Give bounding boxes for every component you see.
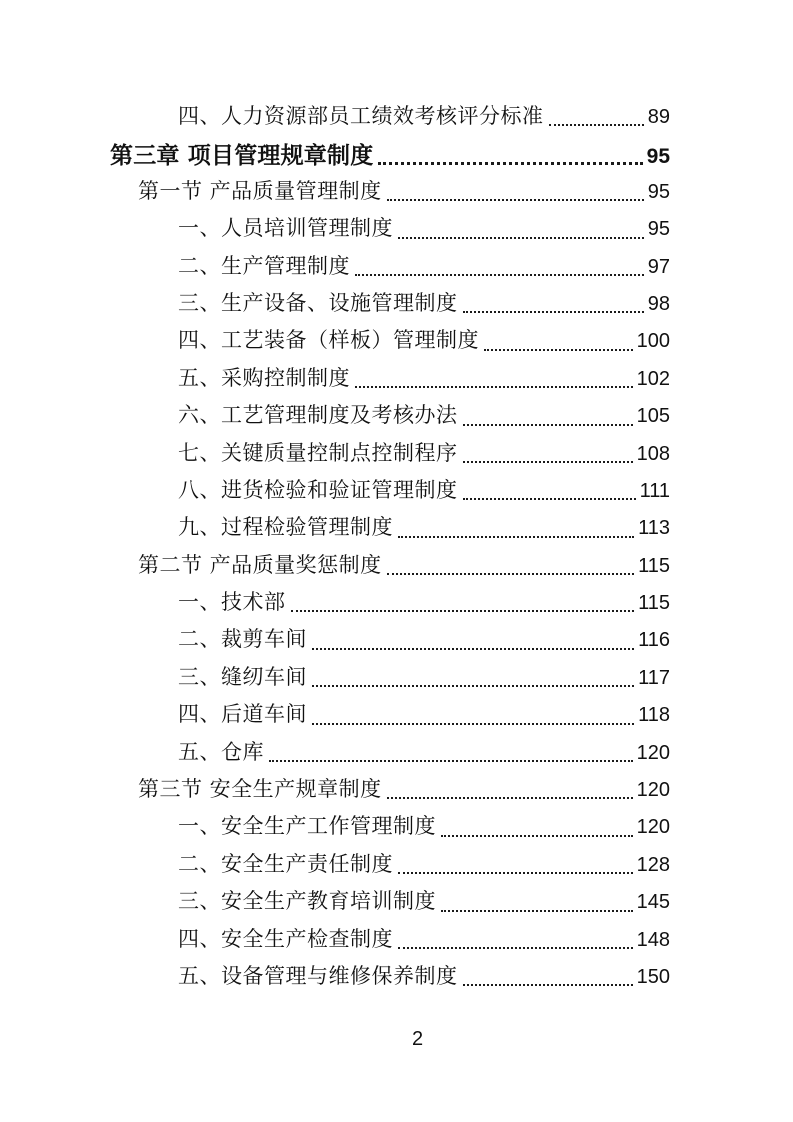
toc-entry-page: 118 bbox=[638, 704, 670, 727]
toc-entry[interactable] bbox=[178, 474, 670, 511]
table-of-contents bbox=[110, 100, 670, 997]
dot-leader bbox=[398, 947, 633, 949]
toc-entry[interactable] bbox=[178, 923, 670, 960]
toc-entry-title: 第二节 产品质量奖惩制度 bbox=[138, 552, 382, 577]
toc-entry-page: 115 bbox=[638, 554, 670, 577]
toc-entry-page: 108 bbox=[636, 442, 670, 465]
toc-entry-title: 三、缝纫车间 bbox=[178, 664, 307, 689]
dot-leader bbox=[549, 124, 644, 126]
dot-leader bbox=[463, 498, 636, 500]
dot-leader bbox=[463, 424, 633, 426]
dot-leader bbox=[312, 685, 634, 687]
toc-entry[interactable] bbox=[178, 511, 670, 548]
toc-entry[interactable] bbox=[178, 623, 670, 660]
toc-entry-page: 113 bbox=[638, 517, 670, 540]
toc-entry[interactable] bbox=[178, 698, 670, 735]
toc-entry[interactable] bbox=[178, 960, 670, 997]
toc-entry-title: 第三节 安全生产规章制度 bbox=[138, 777, 382, 802]
toc-entry-page: 117 bbox=[638, 666, 670, 689]
toc-entry-title: 四、安全生产检查制度 bbox=[178, 926, 393, 951]
toc-entry-page: 148 bbox=[636, 928, 670, 951]
toc-entry-title: 三、安全生产教育培训制度 bbox=[178, 889, 436, 914]
dot-leader bbox=[398, 237, 644, 239]
dot-leader bbox=[463, 984, 633, 986]
toc-entry-page: 150 bbox=[636, 965, 670, 988]
toc-entry[interactable] bbox=[138, 549, 670, 586]
toc-entry-title: 九、过程检验管理制度 bbox=[178, 515, 393, 540]
toc-entry-title: 二、安全生产责任制度 bbox=[178, 851, 393, 876]
toc-entry-page: 115 bbox=[638, 592, 670, 615]
dot-leader bbox=[398, 872, 633, 874]
toc-entry-page: 116 bbox=[638, 629, 670, 652]
toc-entry-title: 七、关键质量控制点控制程序 bbox=[178, 440, 458, 465]
dot-leader bbox=[355, 386, 633, 388]
dot-leader bbox=[312, 723, 634, 725]
toc-entry-page: 145 bbox=[636, 891, 670, 914]
toc-entry[interactable] bbox=[178, 250, 670, 287]
toc-entry-title: 三、生产设备、设施管理制度 bbox=[178, 290, 458, 315]
toc-entry-page: 98 bbox=[647, 292, 670, 315]
toc-entry[interactable] bbox=[178, 586, 670, 623]
dot-leader bbox=[312, 648, 634, 650]
toc-entry[interactable] bbox=[178, 287, 670, 324]
toc-entry[interactable] bbox=[178, 100, 670, 137]
toc-entry-title: 四、人力资源部员工绩效考核评分标准 bbox=[178, 104, 544, 128]
toc-entry-title: 一、人员培训管理制度 bbox=[178, 216, 393, 241]
toc-entry-title: 第一节 产品质量管理制度 bbox=[138, 178, 382, 203]
dot-leader bbox=[387, 573, 634, 575]
toc-entry-title: 四、工艺装备（样板）管理制度 bbox=[178, 328, 479, 353]
toc-entry-page: 95 bbox=[646, 145, 670, 169]
toc-entry-page: 100 bbox=[636, 330, 670, 353]
page-number: 2 bbox=[411, 1028, 424, 1050]
toc-entry-title: 五、仓库 bbox=[178, 739, 264, 764]
dot-leader bbox=[355, 274, 644, 276]
toc-entry-title: 二、生产管理制度 bbox=[178, 253, 350, 278]
toc-entry-page: 95 bbox=[647, 218, 670, 241]
toc-entry[interactable] bbox=[110, 137, 670, 174]
toc-entry-title: 一、技术部 bbox=[178, 590, 286, 615]
toc-entry-title: 六、工艺管理制度及考核办法 bbox=[178, 403, 458, 428]
dot-leader bbox=[398, 536, 634, 538]
toc-entry-page: 120 bbox=[636, 741, 670, 764]
toc-entry-page: 120 bbox=[636, 816, 670, 839]
dot-leader bbox=[387, 797, 633, 799]
toc-entry-page: 105 bbox=[636, 405, 670, 428]
toc-entry-page: 128 bbox=[636, 853, 670, 876]
toc-entry-page: 120 bbox=[636, 779, 670, 802]
dot-leader bbox=[387, 199, 644, 201]
toc-entry-page: 89 bbox=[647, 106, 670, 128]
toc-entry-title: 五、设备管理与维修保养制度 bbox=[178, 963, 458, 988]
toc-entry[interactable] bbox=[178, 212, 670, 249]
toc-entry[interactable] bbox=[178, 848, 670, 885]
dot-leader bbox=[291, 610, 635, 612]
toc-entry[interactable] bbox=[178, 736, 670, 773]
dot-leader bbox=[441, 835, 633, 837]
toc-entry-title: 八、进货检验和验证管理制度 bbox=[178, 477, 458, 502]
toc-entry-title: 五、采购控制制度 bbox=[178, 365, 350, 390]
dot-leader bbox=[463, 461, 633, 463]
dot-leader bbox=[269, 760, 633, 762]
toc-entry[interactable] bbox=[178, 810, 670, 847]
toc-entry-title: 第三章 项目管理规章制度 bbox=[110, 142, 374, 170]
toc-entry[interactable] bbox=[178, 885, 670, 922]
toc-entry[interactable] bbox=[178, 661, 670, 698]
toc-entry[interactable] bbox=[138, 773, 670, 810]
dot-leader bbox=[484, 349, 633, 351]
toc-entry-page: 111 bbox=[639, 479, 670, 502]
toc-entry-title: 一、安全生产工作管理制度 bbox=[178, 814, 436, 839]
toc-entry[interactable] bbox=[178, 362, 670, 399]
toc-entry-page: 97 bbox=[647, 255, 670, 278]
toc-entry-title: 四、后道车间 bbox=[178, 702, 307, 727]
toc-entry[interactable] bbox=[138, 175, 670, 212]
dot-leader bbox=[441, 910, 633, 912]
toc-entry[interactable] bbox=[178, 399, 670, 436]
toc-entry[interactable] bbox=[178, 437, 670, 474]
dot-leader bbox=[463, 311, 644, 313]
dot-leader bbox=[378, 162, 642, 165]
toc-entry[interactable] bbox=[178, 324, 670, 361]
toc-entry-title: 二、裁剪车间 bbox=[178, 627, 307, 652]
toc-entry-page: 102 bbox=[636, 367, 670, 390]
toc-entry-page: 95 bbox=[647, 180, 670, 203]
